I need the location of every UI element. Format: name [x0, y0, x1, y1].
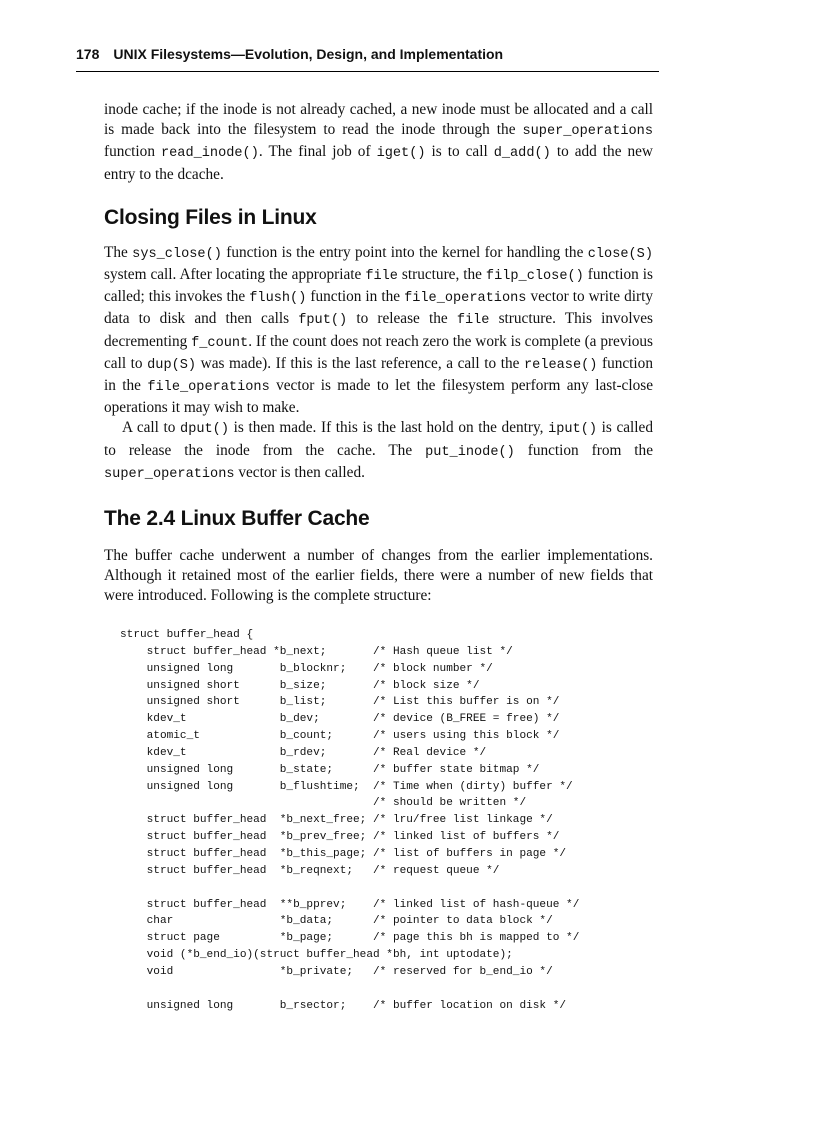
code-flush: flush()	[249, 291, 307, 307]
code-fput: fput()	[298, 313, 348, 329]
code-filp-close: filp_close()	[485, 269, 584, 285]
code-dup-s: dup(S)	[147, 357, 197, 373]
code-dput: dput()	[180, 422, 229, 438]
code-file: file	[456, 313, 490, 329]
code-close-s: close(S)	[587, 246, 653, 262]
paragraph-sys-close: The sys_close() function is the entry point into the kernel for handling the close(S) system call. After locating the appropriate file structure, the filp_close() function is called; this invokes the flush() function in the file_operations vector to write dirty data to disk and then calls fput() to release the file structure. This involves decrementing f_count. If the count does not reach zero the work is complete (a previous call to dup(S) was made). If this is the last reference, a call to the release() function in the file_operations vector is made to let the filesystem perform any last-close operations it may wish to make.	[104, 243, 653, 417]
code-file-operations: file_operations	[147, 380, 270, 396]
code-listing-buffer-head: struct buffer_head { struct buffer_head *b_next; /* Hash queue list */ unsigned long b_blocknr; /* block number */ unsigned short b_size; /* block size */ unsigned short b_list; /* List this buffer is on */ kdev_t b_dev; /* device (B_FREE = free) */ atomic_t b_count; /* users using this block */ kdev_t b_rdev; /* Real device */ unsigned long b_state; /* buffer state bitmap */ unsigned long b_flushtime; /* Time when (dirty) buffer */ /* should be written */ struct buffer_head *b_next_free; /* lru/free list linkage */ struct buffer_head *b_prev_free; /* linked list of buffers */ struct buffer_head *b_this_page; /* list of buffers in page */ struct buffer_head *b_reqnext; /* request queue */ struct buffer_head **b_pprev; /* linked list of hash-queue */ char *b_data; /* pointer to data block */ struct page *b_page; /* page this bh is mapped to */ void (*b_end_io)(struct buffer_head *bh, int uptodate); void *b_private; /* reserved for b_end_io */ unsigned long b_rsector; /* buffer location on disk */	[120, 629, 580, 1012]
code-file: file	[365, 269, 398, 285]
code-release: release()	[524, 357, 598, 373]
page-number: 178	[76, 46, 100, 62]
code-f-count: f_count	[191, 335, 249, 351]
code-put-inode: put_inode()	[425, 444, 515, 460]
code-file-operations: file_operations	[404, 291, 527, 307]
code-super-operations: super_operations	[104, 466, 235, 482]
main-text	[104, 100, 653, 607]
paragraph-buffer-cache-intro: The buffer cache underwent a number of changes from the earlier implementations. Although it retained most of the earlier fields, there were a number of new fields that were introduced. Following is the complete structure:	[104, 547, 653, 605]
code-super-operations: super_operations	[522, 124, 653, 140]
running-header	[76, 46, 658, 68]
code-iget: iget()	[376, 146, 426, 162]
section-heading-closing-files: Closing Files in Linux	[104, 205, 317, 229]
header-rule	[76, 71, 659, 72]
code-d-add: d_add()	[493, 146, 551, 162]
book-title: UNIX Filesystems—Evolution, Design, and Implementation	[113, 46, 504, 62]
code-iput: iput()	[548, 422, 598, 438]
paragraph-iget-continuation: inode cache; if the inode is not already cached, a new inode must be allocated and a call is made back into the filesystem to read the inode through the super_operations function read_inode(). The final job of iget() is to call d_add() to add the new entry to the dcache.	[104, 101, 653, 183]
section-heading-buffer-cache: The 2.4 Linux Buffer Cache	[104, 507, 370, 531]
code-sys-close: sys_close()	[132, 246, 222, 262]
paragraph-dput: A call to dput() is then made. If this is the last hold on the dentry, iput() is called to release the inode from the cache. The put_inode() function from the super_operations vector is then called.	[104, 419, 653, 482]
code-read-inode: read_inode()	[160, 146, 259, 162]
